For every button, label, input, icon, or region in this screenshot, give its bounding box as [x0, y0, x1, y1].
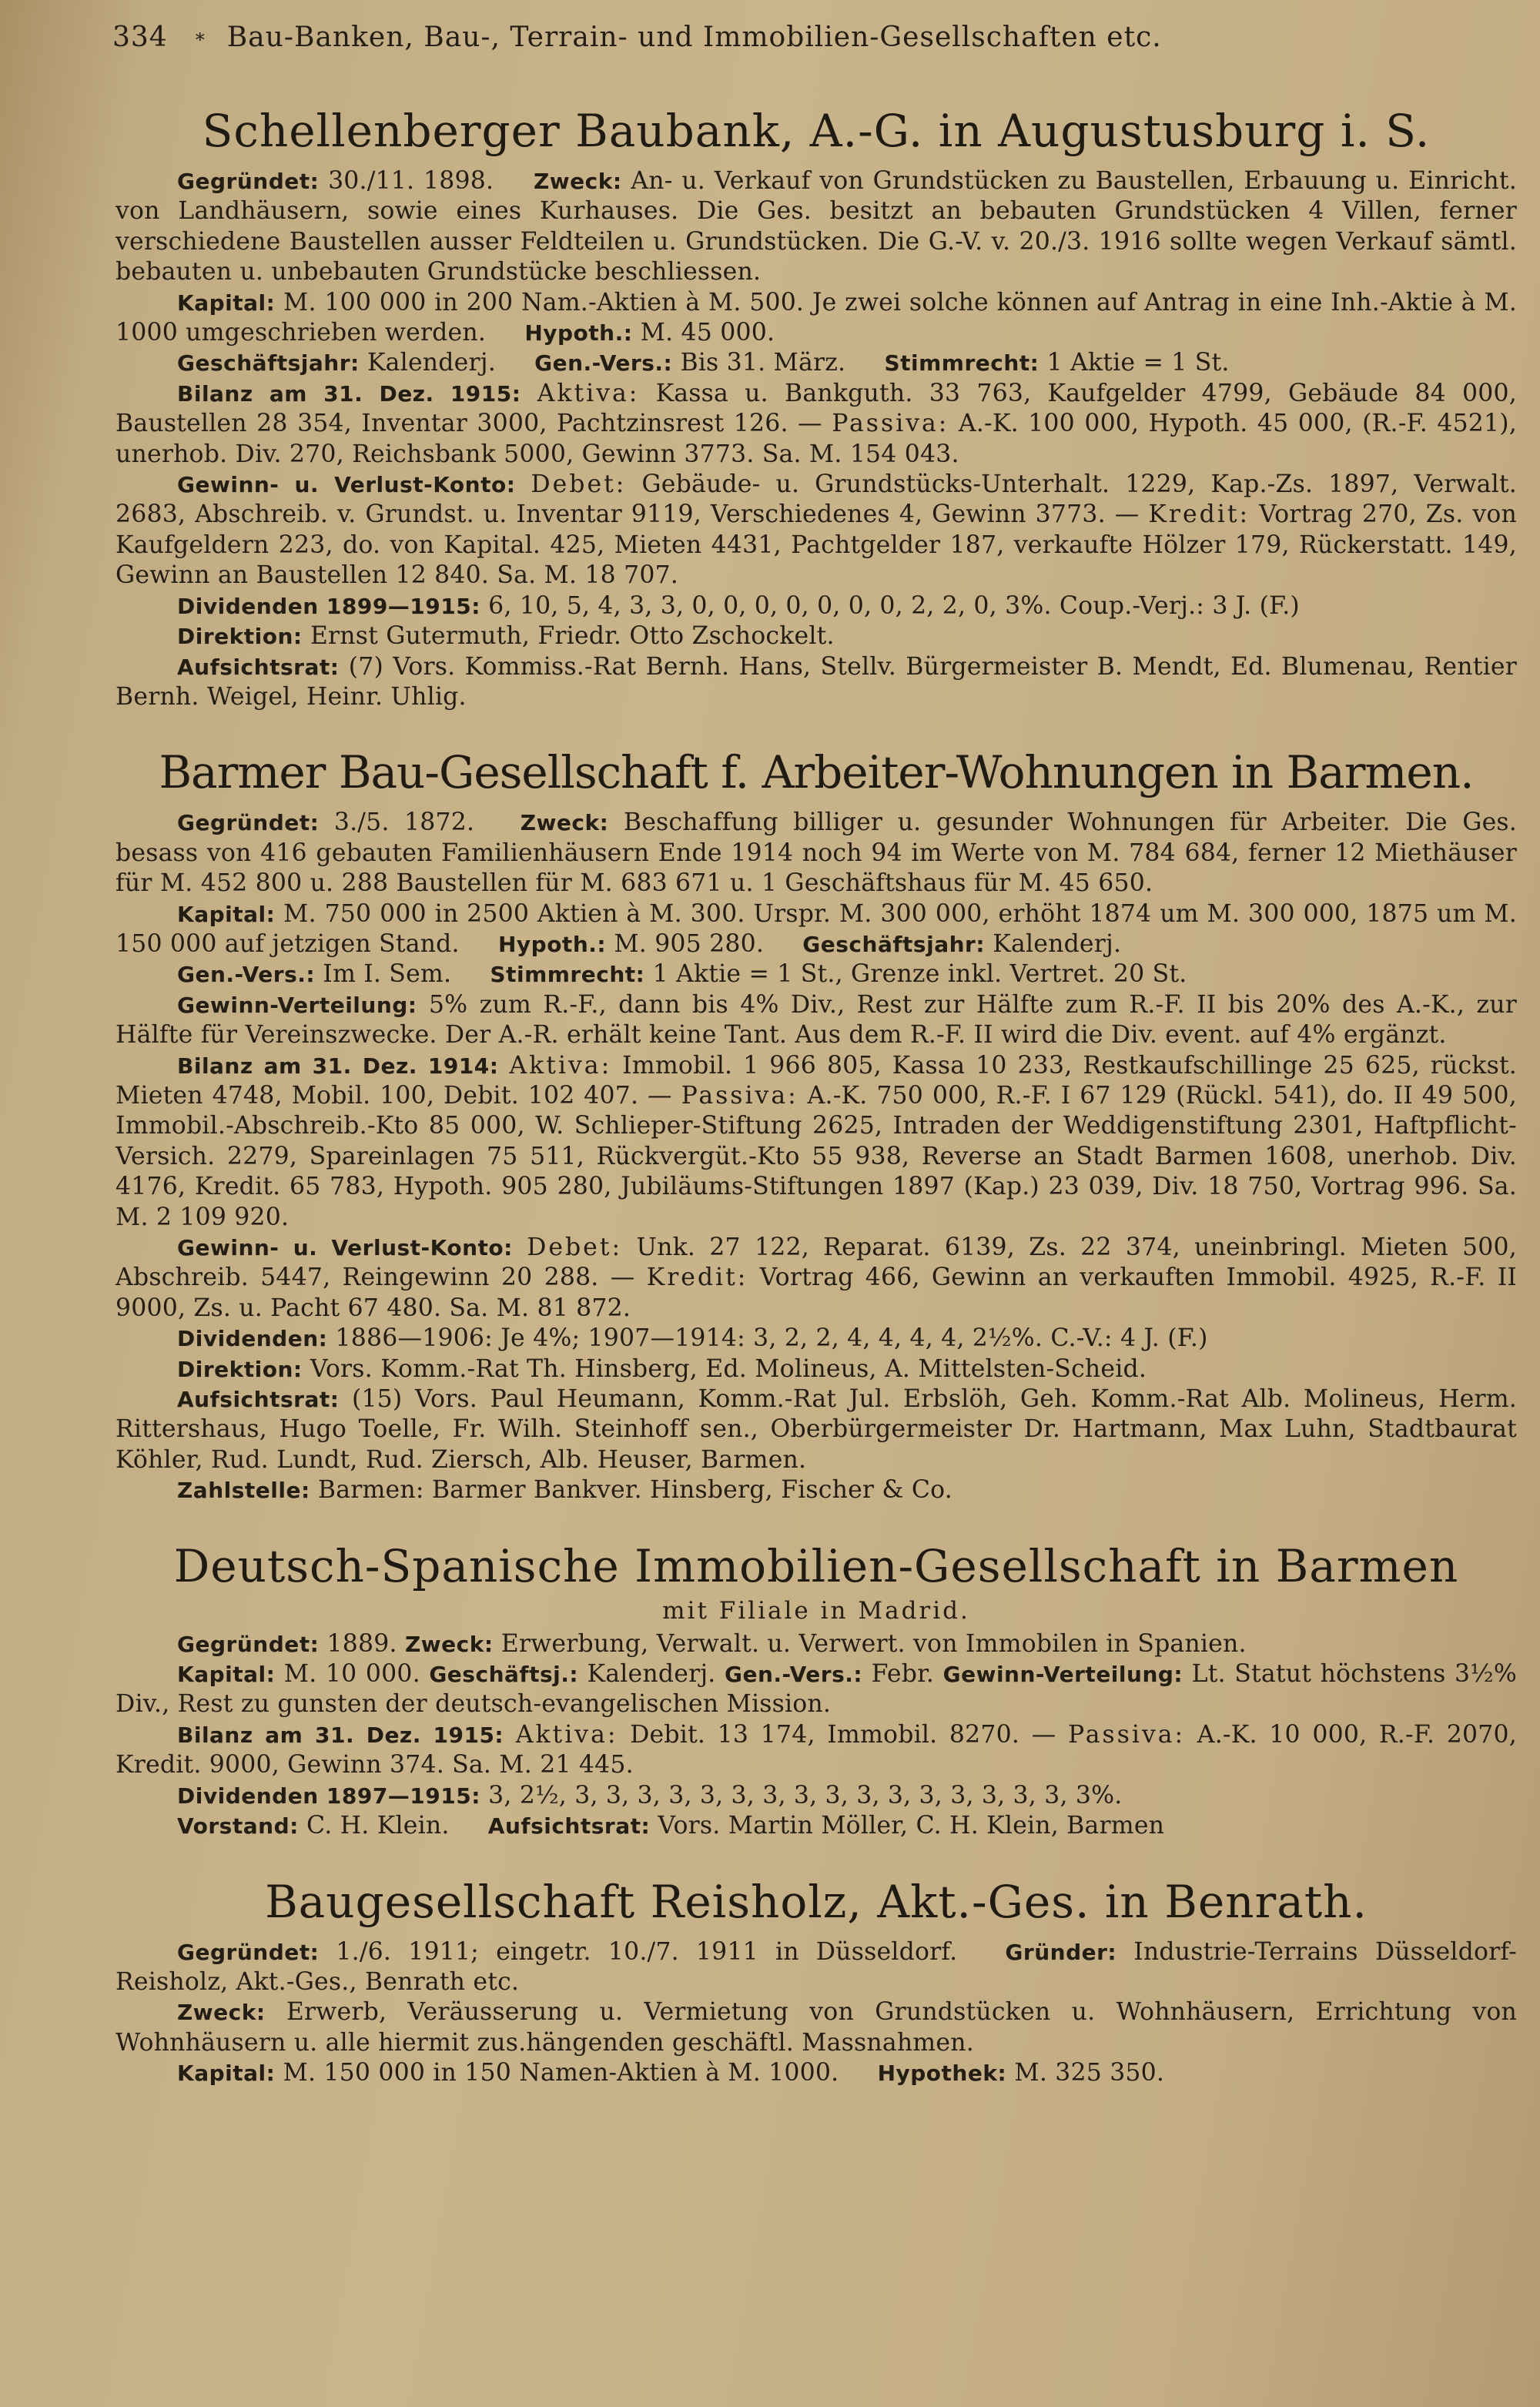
field-label: Gen.-Vers.: [177, 962, 316, 988]
field-value: Vors. Martin Möller, C. H. Klein, Barmen [658, 1812, 1165, 1840]
field-label: Gründer: [1005, 1939, 1117, 1965]
spaced-label: Passiva: [1068, 1720, 1186, 1749]
field-value: Erwerb, Veräusserung u. Vermietung von Grundstücken u. Wohnhäusern, Errichtung von Wohnhäusern u. alle hiermit zus.hängenden geschäftl. Massnahmen. [116, 1998, 1517, 2057]
aufsichtsrat-paragraph [116, 1384, 1517, 1475]
balance-paragraph [116, 1051, 1517, 1233]
field-value: 5% zum R.-F., dann bis 4% Div., Rest zur Hälfte zum R.-F. II bis 20% des A.-K., zur Hälfte für Vereinszwecke. Der A.-R. erhält keine Tant. Aus dem R.-F. II wird die Div. event. auf 4% ergänzt. [116, 990, 1517, 1050]
field-value: 1889. [326, 1629, 397, 1658]
field-value: M. 325 350. [1014, 2059, 1165, 2087]
field-value: 1./6. 1911; eingetr. 10./7. 1911 in Düsseldorf. [336, 1937, 958, 1966]
purpose-paragraph [116, 1997, 1517, 2058]
running-title: Bau-Banken, Bau-, Terrain- und Immobilien-Gesellschaften etc. [226, 22, 1162, 53]
field-label: Bilanz am 31. Dez. 1915: [177, 1722, 504, 1748]
field-value: M. 100 000 in 200 Nam.-Aktien à M. 500. Je zwei solche können auf Antrag in eine Inh.-Aktie à M. 1000 umgeschrieben werden. [116, 288, 1518, 347]
field-label: Gen.-Vers.: [534, 350, 673, 377]
field-value: M. 150 000 in 150 Namen-Aktien à M. 1000. [283, 2059, 839, 2087]
field-value: Erwerbung, Verwalt. u. Verwert. von Immobilen in Spanien. [500, 1629, 1247, 1658]
profit-loss-paragraph [116, 1233, 1517, 1324]
fiscal-paragraph [116, 348, 1517, 378]
capital-paragraph [116, 899, 1517, 960]
field-label: Direktion: [177, 624, 303, 650]
company-title: Deutsch-Spanische Immobilien-Gesellschaft in Barmen [173, 1539, 1459, 1592]
field-value: Debit. 13 174, Immobil. 8270. — [630, 1720, 1056, 1749]
field-label: Zweck: [177, 2000, 266, 2026]
field-value: Vors. Komm.-Rat Th. Hinsberg, Ed. Molineus, A. Mittelsten-Scheid. [310, 1354, 1147, 1383]
field-value: An- u. Verkauf von Grundstücken zu Baustellen, Erbauung u. Einricht. von Landhäusern, sowie eines Kurhauses. Die Ges. besitzt an bebauten Grundstücken 4 Villen, ferner verschiedene Baustellen ausser Feldteilen u. Grundstücken. Die G.-V. v. 20./3. 1916 sollte wegen Verkauf sämtl. bebauten u. unbebauten Grundstücke beschliessen. [116, 167, 1517, 286]
field-value: 3, 2½, 3, 3, 3, 3, 3, 3, 3, 3, 3, 3, 3, 3, 3, 3, 3, 3, 3%. [488, 1781, 1123, 1809]
direktion-paragraph [116, 1354, 1517, 1384]
field-label: Bilanz am 31. Dez. 1914: [177, 1053, 499, 1079]
field-label: Kapital: [177, 1662, 276, 1688]
spaced-label: Debet: [527, 1234, 623, 1261]
field-label: Gegründet: [177, 810, 320, 836]
capital-paragraph [116, 2058, 1517, 2088]
field-label: Zweck: [520, 810, 609, 836]
field-label: Aufsichtsrat: [177, 1387, 340, 1413]
spaced-label: Aktiva: [515, 1720, 618, 1749]
field-value: Unk. 27 122, Reparat. 6139, Zs. 22 374, uneinbringl. Mieten 500, Abschreib. 5447, Reingewinn 20 288. — [116, 1234, 1517, 1292]
field-label: Stimmrecht: [884, 350, 1040, 377]
field-label: Vorstand: [177, 1813, 299, 1840]
field-value: M. 750 000 in 2500 Aktien à M. 300. Urspr. M. 300 000, erhöht 1874 um M. 300 000, 1875 um M. 150 000 auf jetzigen Stand. [116, 899, 1517, 958]
field-value: A.-K. 100 000, Hypoth. 45 000, (R.-F. 4521), unerhob. Div. 270, Reichsbank 5000, Gewinn 3773. Sa. M. 154 043. [116, 410, 1517, 468]
field-value: 1886—1906: Je 4%; 1907—1914: 3, 2, 2, 4, 4, 4, 4, 2½%. C.-V.: 4 J. (F.) [335, 1324, 1208, 1353]
vorstand-paragraph [116, 1811, 1517, 1841]
field-label: Gewinn-Verteilung: [942, 1662, 1183, 1688]
company-subtitle: mit Filiale in Madrid. [662, 1596, 970, 1625]
dividends-paragraph [116, 591, 1517, 621]
spaced-label: Passiva: [832, 410, 949, 438]
field-value: M. 45 000. [640, 319, 775, 347]
direktion-paragraph [116, 621, 1517, 651]
field-value: Bis 31. März. [680, 349, 846, 377]
field-label: Gegründet: [177, 1631, 320, 1657]
field-label: Dividenden 1899—1915: [177, 593, 480, 619]
company-entry-barmer [116, 746, 1517, 1505]
field-value: C. H. Klein. [306, 1812, 450, 1840]
field-value: Im I. Sem. [323, 960, 452, 989]
field-label: Bilanz am 31. Dez. 1915: [177, 380, 521, 407]
field-value: (15) Vors. Paul Heumann, Komm.-Rat Jul. Erbslöh, Geh. Komm.-Rat Alb. Molineus, Herm. Rittershaus, Hugo Toelle, Fr. Wilh. Steinhoff sen., Oberbürgermeister Dr. Hartmann, Max Luhn, Stadtbaurat Köhler, Rud. Lundt, Rud. Ziersch, Alb. Heuser, Barmen. [116, 1385, 1518, 1474]
field-label: Gen.-Vers.: [725, 1662, 863, 1688]
field-value: Ernst Gutermuth, Friedr. Otto Zschockelt. [310, 622, 835, 651]
field-label: Aufsichtsrat: [177, 654, 340, 680]
field-label: Stimmrecht: [490, 962, 645, 988]
field-label: Direktion: [177, 1356, 303, 1382]
field-value: Industrie-Terrains Düsseldorf-Reisholz, Akt.-Ges., Benrath etc. [116, 1937, 1517, 1996]
field-value: Lt. Statut höchstens 3½% Div., Rest zu gunsten der deutsch-evangelischen Mission. [116, 1660, 1518, 1719]
field-value: M. 905 280. [614, 929, 765, 958]
field-label: Gegründet: [177, 169, 320, 194]
dividends-paragraph [116, 1324, 1517, 1354]
page-number: 334 [112, 22, 168, 53]
running-header [112, 22, 1517, 74]
header-mark: * [195, 29, 206, 51]
field-label: Hypoth.: [497, 931, 607, 957]
assembly-paragraph [116, 959, 1517, 989]
field-value: (7) Vors. Kommiss.-Rat Bernh. Hans, Stellv. Bürgermeister B. Mendt, Ed. Blumenau, Rentier Bernh. Weigel, Heinr. Uhlig. [116, 652, 1517, 711]
profit-loss-paragraph [116, 470, 1517, 591]
capital-paragraph [116, 288, 1517, 349]
spaced-label: Passiva: [681, 1081, 798, 1110]
company-title: Barmer Bau-Gesellschaft f. Arbeiter-Wohnungen in Barmen. [159, 746, 1474, 799]
field-label: Geschäftsj.: [429, 1662, 579, 1688]
field-label: Zahlstelle: [177, 1478, 310, 1504]
balance-paragraph [116, 379, 1517, 470]
field-value: Kalenderj. [993, 929, 1122, 958]
founding-paragraph [116, 166, 1517, 288]
founding-paragraph [116, 1937, 1517, 1998]
spaced-label: Aktiva: [509, 1051, 612, 1080]
field-label: Kapital: [177, 901, 276, 927]
field-value: 1 Aktie = 1 St., Grenze inkl. Vertret. 20 St. [652, 960, 1187, 989]
company-entry-schellenberger [116, 105, 1517, 712]
capital-paragraph [116, 1659, 1517, 1720]
company-entry-reisholz [116, 1876, 1517, 2089]
aufsichtsrat-paragraph [116, 652, 1517, 713]
founding-paragraph [116, 808, 1517, 899]
field-value: 30./11. 1898. [328, 167, 494, 195]
field-value: Vortrag 466, Gewinn an verkauften Immobil. 4925, R.-F. II 9000, Zs. u. Pacht 67 480. Sa. M. 81 872. [116, 1264, 1518, 1322]
field-label: Gewinn- u. Verlust-Konto: [177, 472, 516, 498]
field-label: Gewinn-Verteilung: [177, 992, 417, 1018]
field-label: Zweck: [533, 169, 622, 194]
field-label: Gegründet: [177, 1939, 320, 1965]
field-value: Gebäude- u. Grundstücks-Unterhalt. 1229, Kap.-Zs. 1897, Verwalt. 2683, Abschreib. v. Grundst. u. Inventar 9119, Verschiedenes 4, Gewinn 3773. — [116, 470, 1517, 529]
field-value: Vortrag 270, Zs. von Kaufgeldern 223, do. von Kapital. 425, Mieten 4431, Pachtgelder 187, verkaufte Hölzer 179, Rückerstatt. 149, Gewinn an Baustellen 12 840. Sa. M. 18 707. [116, 500, 1518, 590]
field-label: Dividenden 1897—1915: [177, 1783, 480, 1809]
field-label: Gewinn- u. Verlust-Konto: [177, 1235, 513, 1260]
field-label: Hypothek: [877, 2061, 1007, 2087]
field-value: Kalenderj. [587, 1660, 716, 1689]
company-title: Baugesellschaft Reisholz, Akt.-Ges. in Benrath. [265, 1875, 1368, 1928]
field-value: 6, 10, 5, 4, 3, 3, 0, 0, 0, 0, 0, 0, 0, 2, 2, 0, 3%. Coup.-Verj.: 3 J. (F.) [488, 591, 1300, 620]
field-label: Geschäftsjahr: [802, 931, 986, 957]
spaced-label: Aktiva: [537, 379, 640, 407]
field-value: Febr. [871, 1660, 935, 1689]
field-value: Kassa u. Bankguth. 33 763, Kaufgelder 4799, Gebäude 84 000, Baustellen 28 354, Inventar 3000, Pachtzinsrest 126. — [116, 379, 1517, 438]
field-value: 3./5. 1872. [333, 808, 475, 837]
field-value: A.-K. 10 000, R.-F. 2070, Kredit. 9000, Gewinn 374. Sa. M. 21 445. [116, 1720, 1517, 1779]
field-value: Kalenderj. [367, 349, 496, 377]
field-label: Zweck: [404, 1631, 494, 1657]
company-entry-deutsch-spanische [116, 1540, 1517, 1842]
spaced-label: Debet: [531, 470, 627, 499]
field-value: Immobil. 1 966 805, Kassa 10 233, Restkaufschillinge 25 625, rückst. Mieten 4748, Mobil. 100, Debit. 102 407. — [116, 1051, 1518, 1110]
field-label: Kapital: [177, 2061, 276, 2087]
field-label: Aufsichtsrat: [487, 1813, 651, 1840]
field-value: A.-K. 750 000, R.-F. I 67 129 (Rückl. 541), do. II 49 500, Immobil.-Abschreib.-Kto 85 000, W. Schlieper-Stiftung 2625, Intraden der Weddigenstiftung 2301, Haftpflicht-Versich. 2279, Spareinlagen 75 511, Rückvergüt.-Kto 55 938, Reverse an Stadt Barmen 1608, unerhob. Div. 4176, Kredit. 65 783, Hypoth. 905 280, Jubiläums-Stiftungen 1897 (Kap.) 23 039, Div. 18 750, Vortrag 996. Sa. M. 2 109 920. [116, 1081, 1518, 1231]
field-value: Barmen: Barmer Bankver. Hinsberg, Fischer & Co. [317, 1476, 952, 1505]
field-label: Dividenden: [177, 1326, 328, 1352]
founding-paragraph [116, 1629, 1517, 1659]
company-title: Schellenberger Baubank, A.-G. in Augustusburg i. S. [202, 105, 1431, 157]
spaced-label: Kredit: [1148, 500, 1250, 529]
dividends-paragraph [116, 1781, 1517, 1811]
field-label: Kapital: [177, 290, 276, 316]
field-value: 1 Aktie = 1 St. [1046, 349, 1230, 377]
field-value: M. 10 000. [283, 1660, 420, 1689]
field-label: Geschäftsjahr: [177, 350, 360, 377]
field-label: Hypoth.: [524, 320, 633, 346]
zahlstelle-paragraph [116, 1475, 1517, 1505]
spaced-label: Kredit: [646, 1264, 748, 1292]
field-value: Beschaffung billiger u. gesunder Wohnungen für Arbeiter. Die Ges. besass von 416 gebauten Familienhäusern Ende 1914 noch 94 im Werte von M. 784 684, ferner 12 Miethäuser für M. 452 800 u. 288 Baustellen für M. 683 671 u. 1 Geschäftshaus für M. 45 650. [116, 808, 1518, 898]
profit-distribution-paragraph [116, 990, 1517, 1051]
balance-paragraph [116, 1720, 1517, 1781]
